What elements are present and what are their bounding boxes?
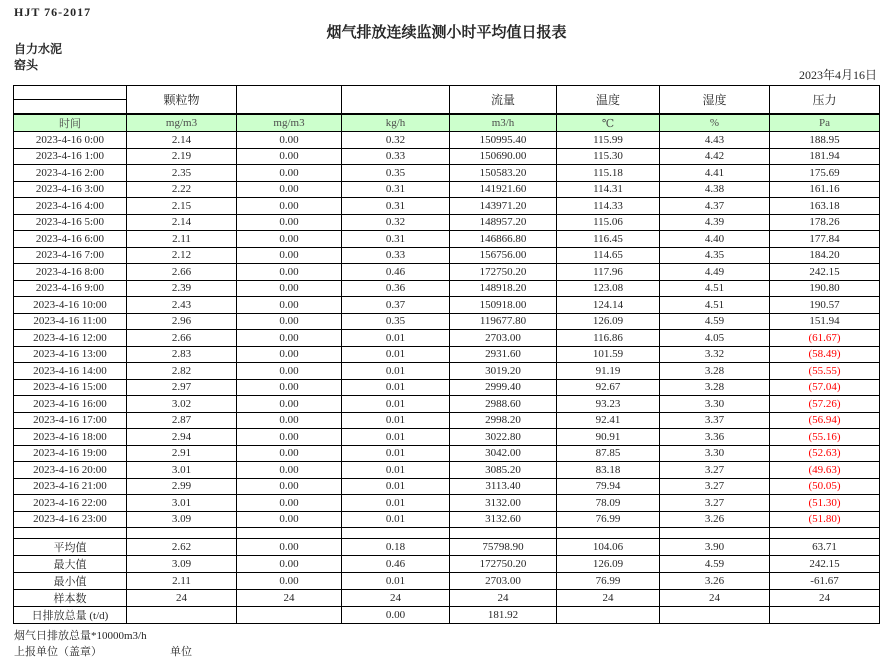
value-cell: 0.00 [237,181,342,198]
table-row [14,181,880,198]
value-cell: 63.71 [770,539,880,556]
value-cell: 0.00 [237,462,342,479]
value-cell: 3.01 [127,462,237,479]
value-cell: 4.51 [660,297,770,314]
value-cell: 156756.00 [450,247,557,264]
value-cell: 0.35 [342,165,450,182]
header-blank-top-cell [14,86,127,100]
value-cell: 3132.60 [450,511,557,528]
value-cell: 0.01 [342,511,450,528]
value-cell: 2.19 [127,148,237,165]
value-cell: 0.01 [342,573,450,590]
value-cell: 2.62 [127,539,237,556]
value-cell [557,607,660,624]
value-cell: 3.27 [660,478,770,495]
row-label-cell: 2023-4-16 8:00 [14,264,127,281]
row-label-cell: 2023-4-16 10:00 [14,297,127,314]
value-cell: 3132.00 [450,495,557,512]
row-label-cell: 2023-4-16 17:00 [14,412,127,429]
table-row [14,462,880,479]
row-label-cell: 2023-4-16 13:00 [14,346,127,363]
value-cell [237,528,342,539]
value-cell: 3.28 [660,363,770,380]
value-cell: 0.00 [237,363,342,380]
value-cell: 161.16 [770,181,880,198]
column-group-blank-2 [342,86,450,115]
value-cell: 0.00 [342,607,450,624]
value-cell [660,607,770,624]
value-cell: 0.33 [342,247,450,264]
value-cell: 114.31 [557,181,660,198]
value-cell: 119677.80 [450,313,557,330]
report-table-head [14,86,880,132]
value-cell: 2.35 [127,165,237,182]
value-cell: 4.59 [660,556,770,573]
value-cell: 0.00 [237,495,342,512]
value-cell: 0.00 [237,264,342,281]
value-cell: 0.00 [237,330,342,347]
summary-row [14,590,880,607]
value-cell: 4.51 [660,280,770,297]
table-row [14,132,880,149]
value-cell: 178.26 [770,214,880,231]
value-cell: 76.99 [557,511,660,528]
value-cell: 150995.40 [450,132,557,149]
value-cell: 0.35 [342,313,450,330]
value-cell: 163.18 [770,198,880,215]
value-cell: 0.00 [237,539,342,556]
value-cell: 2.99 [127,478,237,495]
value-cell: 0.01 [342,478,450,495]
value-cell: 0.01 [342,429,450,446]
value-cell: 0.00 [237,132,342,149]
value-cell: 2.14 [127,214,237,231]
value-cell: 3113.40 [450,478,557,495]
value-cell: 2.94 [127,429,237,446]
value-cell: 92.41 [557,412,660,429]
value-cell: 0.00 [237,379,342,396]
company-name: 自力水泥 [14,42,63,56]
value-cell: 2.66 [127,330,237,347]
row-label-cell: 2023-4-16 1:00 [14,148,127,165]
value-cell: 101.59 [557,346,660,363]
value-cell: 0.00 [237,396,342,413]
value-cell: 2998.20 [450,412,557,429]
value-cell: 83.18 [557,462,660,479]
value-cell: 0.31 [342,198,450,215]
value-cell: 2.66 [127,264,237,281]
value-cell: 117.96 [557,264,660,281]
value-cell: 3.28 [660,379,770,396]
summary-row [14,573,880,590]
value-cell: 2.22 [127,181,237,198]
value-cell: 0.01 [342,379,450,396]
value-cell: 124.14 [557,297,660,314]
value-cell: 3.90 [660,539,770,556]
row-label-cell: 2023-4-16 2:00 [14,165,127,182]
value-cell: 150583.20 [450,165,557,182]
value-cell: 24 [237,590,342,607]
column-group-flow: 流量 [450,86,557,115]
value-cell: 0.00 [237,346,342,363]
table-row [14,445,880,462]
value-cell: 172750.20 [450,264,557,281]
table-row [14,429,880,446]
value-cell [237,607,342,624]
row-label-cell: 2023-4-16 3:00 [14,181,127,198]
summary-row [14,539,880,556]
row-label-cell: 2023-4-16 16:00 [14,396,127,413]
value-cell: 2.97 [127,379,237,396]
value-cell: 3.09 [127,511,237,528]
row-label-cell: 最大值 [14,556,127,573]
value-cell: 116.45 [557,231,660,248]
value-cell [127,607,237,624]
value-cell: 0.32 [342,214,450,231]
value-cell: (51.80) [770,511,880,528]
value-cell: 3.27 [660,495,770,512]
table-row [14,214,880,231]
table-row [14,198,880,215]
value-cell: 190.57 [770,297,880,314]
value-cell: 188.95 [770,132,880,149]
unit-m3-h: m3/h [450,114,557,132]
value-cell: 4.49 [660,264,770,281]
value-cell: 24 [450,590,557,607]
value-cell: 3085.20 [450,462,557,479]
row-label-cell: 2023-4-16 6:00 [14,231,127,248]
table-row [14,363,880,380]
value-cell: 2988.60 [450,396,557,413]
value-cell: 126.09 [557,556,660,573]
value-cell: 0.00 [237,313,342,330]
unit-mg-m3-2: mg/m3 [237,114,342,132]
value-cell: 4.05 [660,330,770,347]
value-cell: 3.02 [127,396,237,413]
row-label-cell: 最小值 [14,573,127,590]
value-cell [127,528,237,539]
column-group-temperature: 温度 [557,86,660,115]
page-title: 烟气排放连续监测小时平均值日报表 [326,25,567,41]
value-cell: 242.15 [770,556,880,573]
value-cell: 3.30 [660,396,770,413]
value-cell: 93.23 [557,396,660,413]
value-cell: -61.67 [770,573,880,590]
table-row [14,379,880,396]
value-cell: (57.04) [770,379,880,396]
value-cell: (52.63) [770,445,880,462]
value-cell: 0.00 [237,148,342,165]
value-cell: 181.92 [450,607,557,624]
value-cell: 115.30 [557,148,660,165]
row-label-cell: 样本数 [14,590,127,607]
column-group-blank-1 [237,86,342,115]
value-cell: 0.01 [342,396,450,413]
table-row [14,495,880,512]
value-cell: 3.32 [660,346,770,363]
value-cell: 3.26 [660,573,770,590]
table-row [14,511,880,528]
value-cell: 0.01 [342,363,450,380]
value-cell: 90.91 [557,429,660,446]
value-cell: 0.00 [237,231,342,248]
value-cell: 184.20 [770,247,880,264]
row-label-cell: 2023-4-16 21:00 [14,478,127,495]
site-name: 窑头 [14,58,39,72]
value-cell: 3.09 [127,556,237,573]
value-cell: 4.39 [660,214,770,231]
value-cell: 0.00 [237,297,342,314]
row-label-cell: 2023-4-16 23:00 [14,511,127,528]
value-cell: 0.00 [237,573,342,590]
value-cell: 190.80 [770,280,880,297]
value-cell: 4.38 [660,181,770,198]
value-cell: 3.30 [660,445,770,462]
value-cell: 2.91 [127,445,237,462]
value-cell: (55.55) [770,363,880,380]
value-cell: 0.37 [342,297,450,314]
summary-row [14,607,880,624]
value-cell: 2999.40 [450,379,557,396]
value-cell: 0.00 [237,556,342,573]
table-row [14,231,880,248]
value-cell: 4.37 [660,198,770,215]
value-cell: 0.00 [237,198,342,215]
value-cell: 115.18 [557,165,660,182]
value-cell: 2931.60 [450,346,557,363]
value-cell: 151.94 [770,313,880,330]
table-row [14,412,880,429]
value-cell: 79.94 [557,478,660,495]
table-row [14,478,880,495]
value-cell [450,528,557,539]
reporting-unit-label: 上报单位（盖章） [14,646,102,658]
row-label-cell: 2023-4-16 15:00 [14,379,127,396]
value-cell: 242.15 [770,264,880,281]
value-cell: 4.40 [660,231,770,248]
unit-celsius: ℃ [557,114,660,132]
value-cell: 4.35 [660,247,770,264]
value-cell: 0.32 [342,132,450,149]
value-cell: 2.96 [127,313,237,330]
value-cell: 2.11 [127,573,237,590]
value-cell: 4.43 [660,132,770,149]
value-cell: 126.09 [557,313,660,330]
row-label-cell: 2023-4-16 20:00 [14,462,127,479]
unit-kg-h: kg/h [342,114,450,132]
value-cell: 2.12 [127,247,237,264]
value-cell: 24 [770,590,880,607]
value-cell: (49.63) [770,462,880,479]
value-cell: 0.33 [342,148,450,165]
value-cell: 0.01 [342,445,450,462]
value-cell: 3.37 [660,412,770,429]
total-emission-note: 烟气日排放总量*10000m3/h [14,630,147,642]
value-cell: 2.14 [127,132,237,149]
row-label-cell: 2023-4-16 7:00 [14,247,127,264]
value-cell: 175.69 [770,165,880,182]
value-cell [660,528,770,539]
value-cell: 0.00 [237,412,342,429]
row-label-cell: 2023-4-16 5:00 [14,214,127,231]
value-cell: 114.65 [557,247,660,264]
value-cell: 148918.20 [450,280,557,297]
row-label-cell: 2023-4-16 4:00 [14,198,127,215]
table-row [14,330,880,347]
unit-mg-m3-1: mg/m3 [127,114,237,132]
value-cell: 123.08 [557,280,660,297]
value-cell: (61.67) [770,330,880,347]
value-cell: 3.27 [660,462,770,479]
value-cell: 0.46 [342,264,450,281]
value-cell: 0.46 [342,556,450,573]
spacer-row [14,528,880,539]
value-cell: 146866.80 [450,231,557,248]
value-cell: 0.01 [342,346,450,363]
row-label-cell [14,528,127,539]
value-cell: 0.31 [342,181,450,198]
column-group-pressure: 压力 [770,86,880,115]
value-cell: 0.00 [237,429,342,446]
table-row [14,396,880,413]
value-cell: 0.00 [237,478,342,495]
value-cell: 0.00 [237,247,342,264]
value-cell [770,607,880,624]
value-cell: 78.09 [557,495,660,512]
value-cell: 2703.00 [450,330,557,347]
value-cell: 0.36 [342,280,450,297]
summary-row [14,556,880,573]
table-row [14,346,880,363]
value-cell: 0.00 [237,445,342,462]
value-cell: 76.99 [557,573,660,590]
value-cell: 3022.80 [450,429,557,446]
value-cell: 92.67 [557,379,660,396]
table-row [14,280,880,297]
row-label-cell: 2023-4-16 0:00 [14,132,127,149]
value-cell: 24 [127,590,237,607]
value-cell: 24 [660,590,770,607]
value-cell: 177.84 [770,231,880,248]
report-table-body [14,132,880,624]
unit-percent: % [660,114,770,132]
value-cell: 2.87 [127,412,237,429]
table-row [14,264,880,281]
value-cell: (57.26) [770,396,880,413]
value-cell: 75798.90 [450,539,557,556]
value-cell: 87.85 [557,445,660,462]
row-label-cell: 2023-4-16 11:00 [14,313,127,330]
value-cell: 0.00 [237,214,342,231]
value-cell: 2.43 [127,297,237,314]
value-cell: 172750.20 [450,556,557,573]
value-cell: 0.00 [237,165,342,182]
value-cell: 4.41 [660,165,770,182]
value-cell: 0.00 [237,511,342,528]
value-cell: 104.06 [557,539,660,556]
column-group-particulate: 颗粒物 [127,86,237,115]
row-label-cell: 2023-4-16 14:00 [14,363,127,380]
row-label-cell: 日排放总量 (t/d) [14,607,127,624]
value-cell: 2.11 [127,231,237,248]
row-label-cell: 2023-4-16 12:00 [14,330,127,347]
value-cell: 3019.20 [450,363,557,380]
unit-label: 单位 [170,646,192,658]
row-label-cell: 2023-4-16 18:00 [14,429,127,446]
value-cell: 3042.00 [450,445,557,462]
value-cell: 4.42 [660,148,770,165]
table-row [14,313,880,330]
row-label-cell: 平均值 [14,539,127,556]
table-row [14,297,880,314]
value-cell [557,528,660,539]
value-cell: (50.05) [770,478,880,495]
value-cell: 150918.00 [450,297,557,314]
report-table [13,85,880,624]
value-cell: 3.36 [660,429,770,446]
value-cell: (55.16) [770,429,880,446]
value-cell: 0.01 [342,330,450,347]
value-cell: 91.19 [557,363,660,380]
value-cell: 141921.60 [450,181,557,198]
value-cell [342,528,450,539]
table-row [14,247,880,264]
header-blank-bottom-cell [14,100,127,115]
value-cell: 0.01 [342,462,450,479]
value-cell: 116.86 [557,330,660,347]
unit-pa: Pa [770,114,880,132]
units-row [14,114,880,132]
value-cell: 143971.20 [450,198,557,215]
value-cell: 2.15 [127,198,237,215]
value-cell: (51.30) [770,495,880,512]
row-label-cell: 2023-4-16 22:00 [14,495,127,512]
value-cell: 24 [557,590,660,607]
report-date: 2023年4月16日 [798,68,877,82]
value-cell: 3.26 [660,511,770,528]
value-cell: (58.49) [770,346,880,363]
value-cell: 0.00 [237,280,342,297]
value-cell: 2703.00 [450,573,557,590]
time-column-header: 时间 [14,114,127,132]
table-row [14,165,880,182]
value-cell: 115.06 [557,214,660,231]
row-label-cell: 2023-4-16 9:00 [14,280,127,297]
value-cell: 4.59 [660,313,770,330]
value-cell: 0.18 [342,539,450,556]
value-cell: 2.39 [127,280,237,297]
value-cell: 181.94 [770,148,880,165]
value-cell: 150690.00 [450,148,557,165]
value-cell: 0.31 [342,231,450,248]
value-cell [770,528,880,539]
row-label-cell: 2023-4-16 19:00 [14,445,127,462]
value-cell: 2.82 [127,363,237,380]
value-cell: 114.33 [557,198,660,215]
value-cell: 0.01 [342,412,450,429]
value-cell: 3.01 [127,495,237,512]
value-cell: 148957.20 [450,214,557,231]
value-cell: 0.01 [342,495,450,512]
value-cell: 24 [342,590,450,607]
standard-code: HJT 76-2017 [14,5,92,19]
column-group-humidity: 湿度 [660,86,770,115]
table-row [14,148,880,165]
value-cell: 115.99 [557,132,660,149]
value-cell: 2.83 [127,346,237,363]
value-cell: (56.94) [770,412,880,429]
